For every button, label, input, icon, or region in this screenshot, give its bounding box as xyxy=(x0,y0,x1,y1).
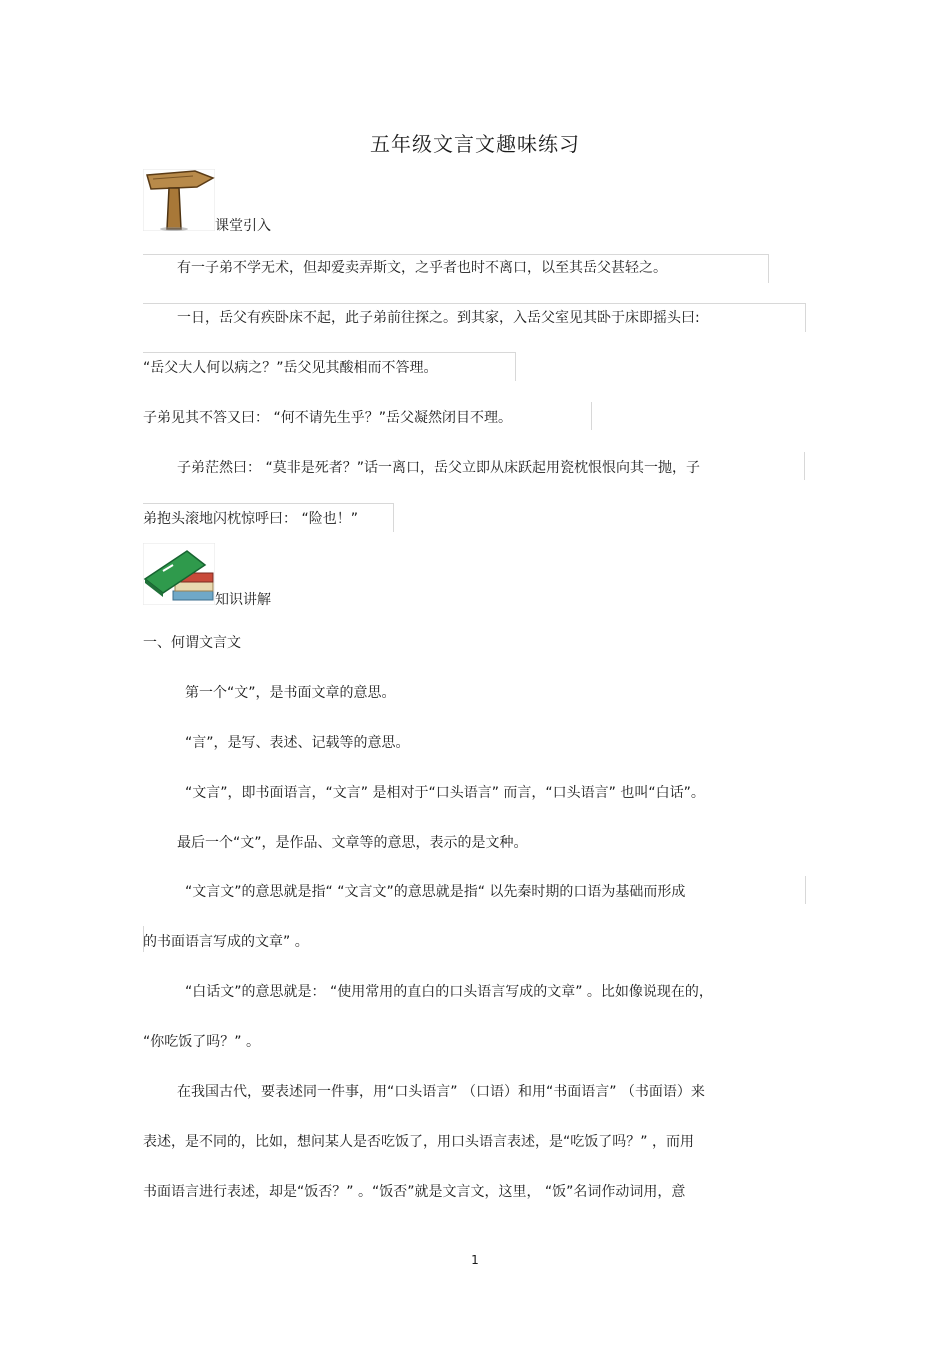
page-number: 1 xyxy=(471,1253,479,1267)
body-line-8: “你吃饭了吗？” 。 xyxy=(143,1034,260,1050)
body-line-7: “白话文”的意思就是： “使用常用的直白的口头语言写成的文章” 。比如像说现在的， xyxy=(185,984,713,1000)
body-line-5: “文言文”的意思就是指“ “文言文”的意思就是指“ 以先秦时期的口语为基础而形成 xyxy=(185,884,686,900)
intro-line-5: 子弟茫然曰： “莫非是死者？”话一离口，岳父立即从床跃起用瓷枕恨恨向其一抛，子 xyxy=(177,460,700,476)
body-line-11: 书面语言进行表述，却是“饭否？” 。“饭否”就是文言文，这里， “饭”名词作动词用，意 xyxy=(143,1184,686,1200)
books-icon xyxy=(143,543,215,605)
section-heading: 一、何谓文言文 xyxy=(143,635,241,651)
intro-line-3: “岳父大人何以病之？”岳父见其酸相而不答理。 xyxy=(143,360,438,376)
section-label-knowledge: 知识讲解 xyxy=(215,592,271,608)
intro-line-6: 弟抱头滚地闪枕惊呼曰： “险也！” xyxy=(143,511,358,527)
section-label-intro: 课堂引入 xyxy=(215,218,271,234)
body-line-6: 的书面语言写成的文章” 。 xyxy=(143,934,309,950)
intro-line-1: 有一子弟不学无术，但却爱卖弄斯文，之乎者也时不离口，以至其岳父甚轻之。 xyxy=(177,260,667,276)
body-line-9: 在我国古代，要表述同一件事，用“口头语言” （口语）和用“书面语言” （书面语）来 xyxy=(177,1084,705,1100)
body-line-3: “文言”，即书面语言，“文言” 是相对于“口头语言” 而言，“口头语言” 也叫“白话”。 xyxy=(185,785,705,801)
text-box-edge xyxy=(591,402,592,430)
body-line-4: 最后一个“文”，是作品、文章等的意思，表示的是文种。 xyxy=(177,835,528,851)
body-line-10: 表述，是不同的，比如，想问某人是否吃饭了，用口头语言表述，是“吃饭了吗？” ，而用 xyxy=(143,1134,694,1150)
document-title: 五年级文言文趣味练习 xyxy=(370,132,580,156)
text-box-edge xyxy=(805,876,806,904)
body-line-2: “言”，是写、表述、记载等的意思。 xyxy=(185,735,410,751)
signpost-icon xyxy=(143,169,215,231)
body-line-1: 第一个“文”，是书面文章的意思。 xyxy=(185,685,396,701)
intro-line-4: 子弟见其不答又曰： “何不请先生乎？”岳父凝然闭目不理。 xyxy=(143,410,512,426)
intro-line-2: 一日，岳父有疾卧床不起，此子弟前往探之。到其家，入岳父室见其卧于床即摇头曰: xyxy=(177,310,700,326)
text-box-edge xyxy=(804,452,805,480)
